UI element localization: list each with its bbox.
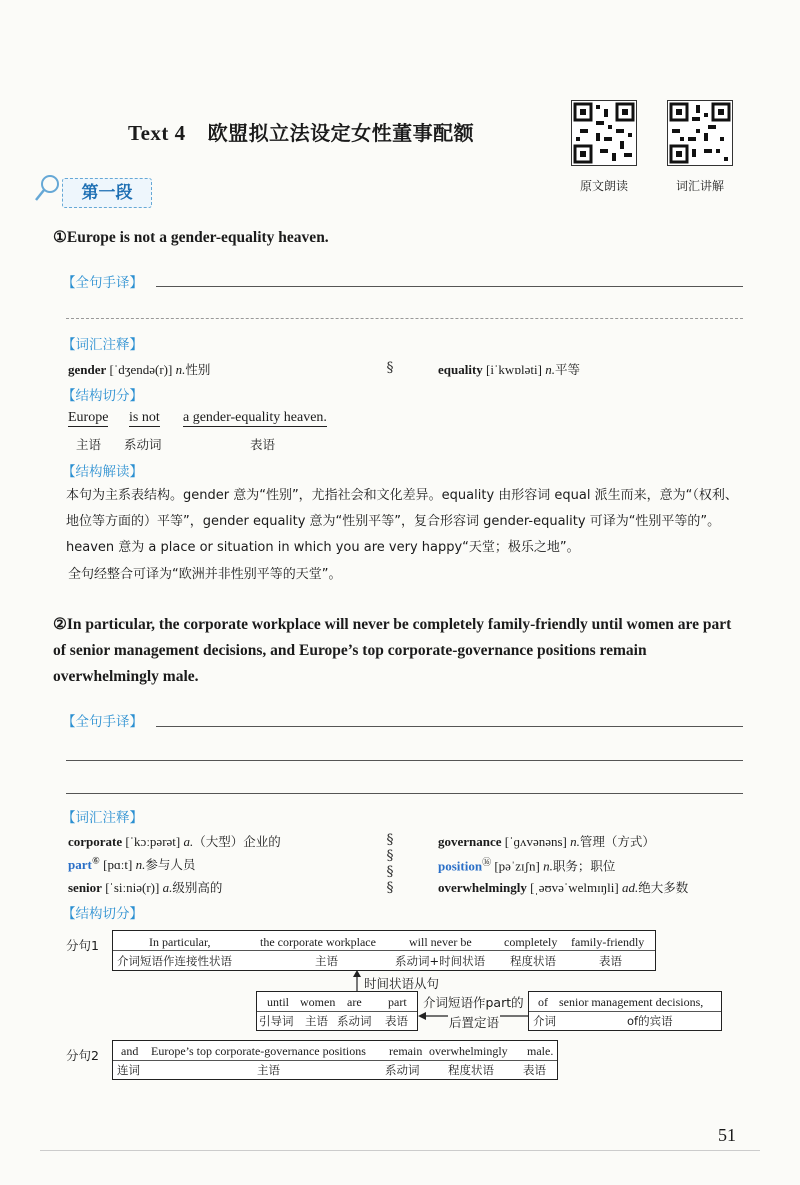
clause-segment: women [300,995,336,1009]
clause-segment: will never be [409,935,472,949]
clause-1-label: 分句1 [66,938,99,953]
answer-line[interactable] [66,318,743,319]
clause-2-label: 分句2 [66,1048,99,1063]
clause-role: 系动词 [337,1014,372,1028]
magnifier-icon [34,172,62,206]
clause-segment: overwhelmingly [429,1044,508,1058]
clause-segment: the corporate workplace [260,935,376,949]
split-segment: Europe [68,410,109,425]
clause-role: 程度状语 [448,1063,494,1077]
label-split-1: 【结构切分】 [62,388,143,404]
page-title [128,117,474,146]
analysis-paragraph: 本句为主系表结构。gender 意为“性别”，尤指社会和文化差异。equality 由形容词 equal 派生而来，意为“（权利、地位等方面的）平等”，gender equality 意为“性别平等”，复合形容词 gender-equality 可译为“性别平等的”。heaven 意为 a place or situation in which you are very happy“天堂；极乐之地”。 [66,488,738,555]
clause-role: 表语 [385,1014,408,1028]
vocab-entry: senior [ˈsiːniə(r)] a.级别高的 [68,880,223,895]
clause-role: 主语 [305,1014,328,1028]
vocab-entry: governance [ˈɡʌvənəns] n.管理（方式） [438,834,655,849]
clause-role: 介词 [533,1014,556,1028]
divider-squiggle: § § § § [386,832,394,896]
time-clause-label: 时间状语从句 [364,976,440,991]
clause-segment: and [121,1044,139,1058]
clause-segment: part [388,995,407,1009]
answer-line[interactable] [66,760,743,761]
answer-line[interactable] [156,286,743,287]
vocab-entry: equality [iˈkwɒləti] n.平等 [438,362,580,377]
label-split-2: 【结构切分】 [62,906,143,922]
clause-1-box [112,930,656,971]
post-attr-label: 介词短语作part的 [423,995,524,1010]
clause-role: 主语 [257,1063,280,1077]
label-analysis-1: 【结构解读】 [62,464,143,480]
vocab-entry: position⑯ [pəˈzɪʃn] n.职务；职位 [438,857,616,874]
clause-2-box [112,1040,558,1080]
qr-code-icon [668,101,732,165]
label-vocab-2: 【词汇注释】 [62,810,143,826]
clause-segment: of [538,995,548,1009]
until-clause-box [256,991,418,1031]
analysis-summary: 全句经整合可译为“欧洲并非性别平等的天堂”。 [68,567,342,582]
clause-segment: In particular, [149,935,211,949]
sentence-2: ②In particular, the corporate workplace will never be completely family-friendly until women are part of senior management decisions, and Europe’s top corporate-governance positions remain overwhelmingly male. [53,616,732,685]
clause-segment: completely [504,935,558,949]
clause-role: 引导词 [259,1014,294,1028]
qr-code-reading[interactable] [571,100,637,166]
clause-role: 系动词 [385,1063,420,1077]
clause-segment: until [267,995,290,1009]
split-segment: a gender-equality heaven. [183,410,327,425]
post-attr-role: 后置定语 [449,1015,500,1030]
clause-role: 主语 [315,954,338,968]
footer-rule [40,1150,760,1151]
qr-code-vocab[interactable] [667,100,733,166]
clause-role: 连词 [117,1063,140,1077]
clause-role: 表语 [599,954,622,968]
clause-segment: family-friendly [571,935,645,949]
answer-line[interactable] [66,793,743,794]
clause-segment: Europe’s top corporate-governance positions [151,1044,366,1058]
label-translate-2: 【全句手译】 [62,714,143,730]
split-segment: is not [129,410,160,425]
clause-segment: are [347,995,362,1009]
title-en: Text 4 [128,121,186,145]
of-phrase-box [528,991,722,1031]
clause-segment: remain [389,1044,423,1058]
clause-role: of的宾语 [627,1014,673,1028]
qr-left-caption: 原文朗读 [580,179,629,193]
vocab-entry: part⑥ [pɑːt] n.参与人员 [68,855,196,872]
answer-line[interactable] [156,726,743,727]
qr-code-icon [572,101,636,165]
clause-role: 表语 [523,1063,546,1077]
split-role: 主语 [76,437,102,452]
label-vocab-1: 【词汇注释】 [62,337,143,353]
split-role: 系动词 [124,437,162,452]
up-arrow-icon [351,970,363,992]
clause-segment: male. [527,1044,554,1058]
vocab-entry: corporate [ˈkɔːpərət] a.（大型）企业的 [68,834,281,849]
qr-right-caption: 词汇讲解 [676,179,725,193]
clause-role: 介词短语作连接性状语 [117,954,232,968]
sentence-1: ①Europe is not a gender-equality heaven. [53,229,329,246]
section-heading: 第一段 [62,178,152,208]
vocab-entry: gender [ˈdʒendə(r)] n.性别 [68,362,211,377]
split-role: 表语 [250,437,276,452]
clause-segment: senior management decisions, [559,995,704,1009]
clause-role: 系动词+时间状语 [395,954,486,968]
divider-squiggle: § [386,360,394,376]
page-number: 51 [718,1125,736,1145]
vocab-entry: overwhelmingly [ˌəʊvəˈwelmɪŋli] ad.绝大多数 [438,880,689,895]
title-cn: 欧盟拟立法设定女性董事配额 [207,121,475,145]
clause-role: 程度状语 [510,954,556,968]
label-translate-1: 【全句手译】 [62,275,143,291]
